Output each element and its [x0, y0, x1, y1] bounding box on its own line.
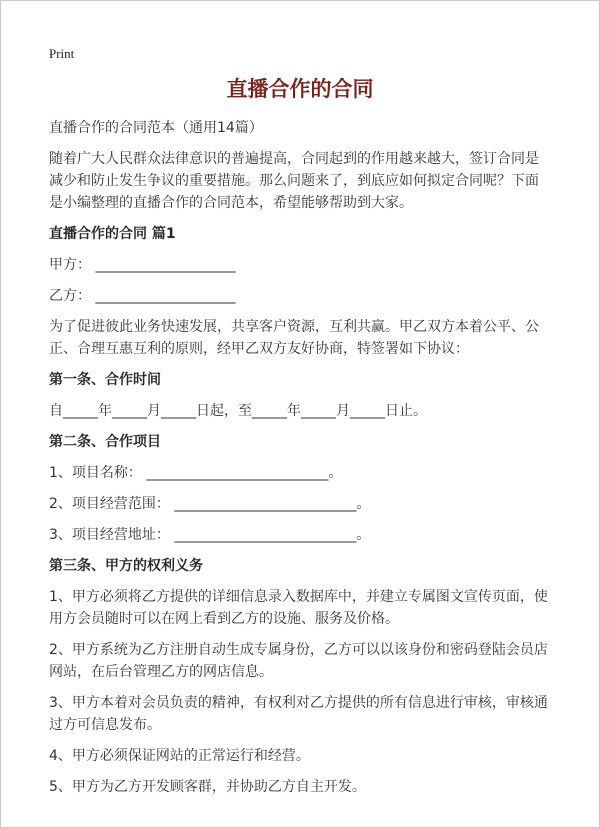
section-heading-part1: 直播合作的合同 篇1	[49, 226, 176, 242]
article3-item-2: 2、甲方系统为乙方注册自动生成专属身份，乙方可以以该身份和密码登陆会员店网站，在后台管理乙方的网店信息。	[49, 642, 548, 680]
party-a-line: 甲方： ____________________	[49, 257, 236, 273]
preamble-paragraph: 为了促进彼此业务快速发展，共享客户资源，互利共赢。甲乙双方本着公平、公正、合理互惠互利的原则，经甲乙双方友好协商，特签署如下协议：	[49, 319, 539, 357]
article3-item-4: 4、甲方必须保证网站的正常运行和经营。	[49, 748, 310, 764]
article3-heading: 第三条、甲方的权利义务	[49, 558, 203, 574]
intro-paragraph: 随着广大人民群众法律意识的普遍提高，合同起到的作用越来越大，签订合同是减少和防止发生争议的重要措施。那么问题来了，到底应如何拟定合同呢？下面是小编整理的直播合作的合同范本，希望能够帮助到大家。	[49, 151, 539, 211]
article1-date-line: 自_____年_____月_____日起，至_____年_____月_____日止。	[49, 403, 427, 419]
article2-heading: 第二条、合作项目	[49, 434, 161, 450]
doc-subtitle: 直播合作的合同范本（通用14篇）	[49, 120, 263, 136]
article2-item-business-address: 3、项目经营地址： __________________________。	[49, 527, 371, 543]
article1-heading: 第一条、合作时间	[49, 372, 161, 388]
party-b-line: 乙方： ____________________	[49, 288, 236, 304]
print-button[interactable]: Print	[49, 46, 75, 61]
article3-item-1: 1、甲方必须将乙方提供的详细信息录入数据库中，并建立专属图文宣传页面，使用方会员随时可以在网上看到乙方的设施、服务及价格。	[49, 589, 548, 627]
page-title: 直播合作的合同	[226, 77, 374, 101]
article2-item-business-scope: 2、项目经营范围： __________________________。	[49, 496, 371, 512]
article2-item-project-name: 1、项目名称： __________________________。	[49, 465, 343, 481]
article3-item-3: 3、甲方本着对会员负责的精神，有权利对乙方提供的所有信息进行审核，审核通过方可信息发布。	[49, 695, 548, 733]
article3-item-5: 5、甲方为乙方开发顾客群，并协助乙方自主开发。	[49, 779, 366, 795]
